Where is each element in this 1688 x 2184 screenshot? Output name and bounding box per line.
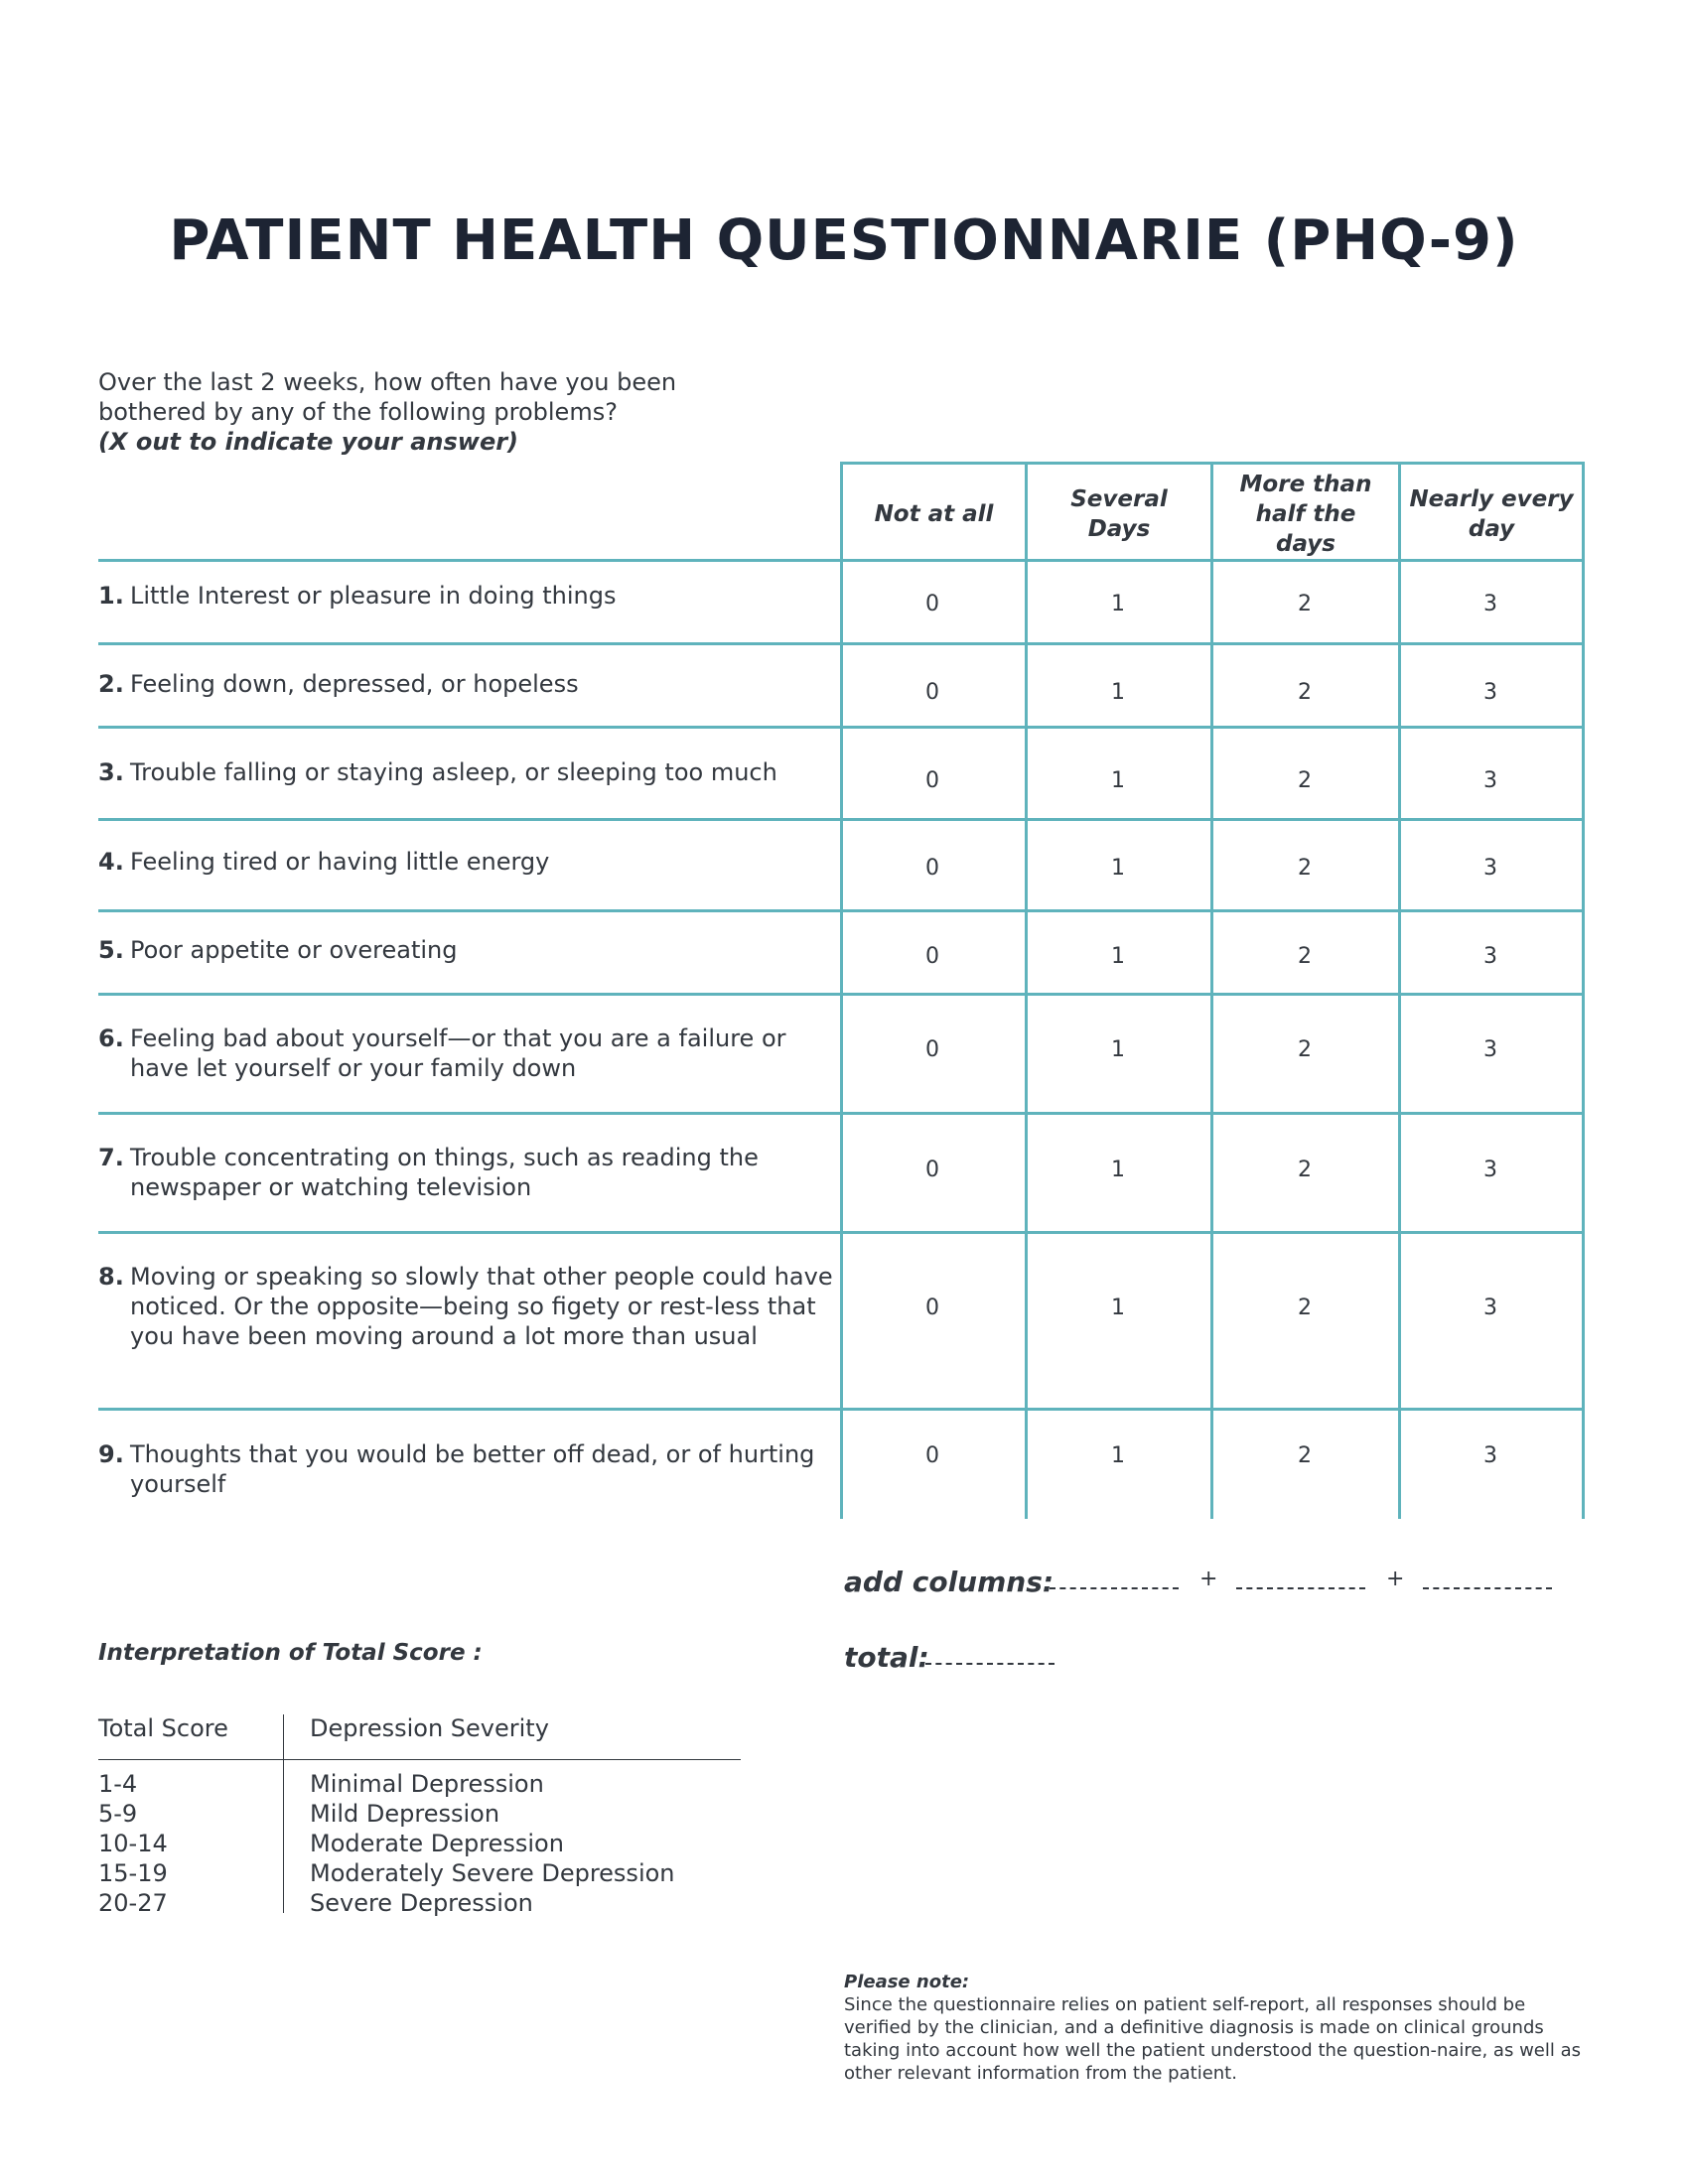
column-sum-field-3[interactable]: [1423, 1585, 1552, 1589]
plus-sign: +: [1386, 1567, 1405, 1591]
score-option-q7-0[interactable]: 0: [925, 1158, 939, 1182]
intro-line-1: Over the last 2 weeks, how often have you been: [98, 368, 677, 396]
score-range: 20-27: [98, 1889, 168, 1917]
question-number: 2.: [98, 670, 124, 698]
question-text: Trouble falling or staying asleep, or sleeping too much: [130, 758, 777, 786]
score-option-q3-1[interactable]: 1: [1111, 768, 1125, 793]
score-option-q1-0[interactable]: 0: [925, 592, 939, 616]
interpretation-title: Interpretation of Total Score :: [98, 1640, 483, 1666]
score-option-q8-1[interactable]: 1: [1111, 1296, 1125, 1320]
severity-label: Mild Depression: [310, 1800, 500, 1828]
column-header-nearly-every-day: Nearly every day: [1409, 486, 1574, 542]
grid-hline: [98, 726, 1585, 729]
intro-line-2: bothered by any of the following problems?: [98, 398, 618, 426]
total-field[interactable]: [925, 1661, 1055, 1665]
grid-hline: [98, 1231, 1585, 1234]
score-option-q6-3[interactable]: 3: [1483, 1037, 1497, 1062]
question-2: [98, 669, 833, 699]
score-option-q5-1[interactable]: 1: [1111, 944, 1125, 969]
question-6: [98, 1024, 833, 1083]
grid-vline: [840, 462, 843, 1519]
score-option-q6-0[interactable]: 0: [925, 1037, 939, 1062]
page-title: PATIENT HEALTH QUESTIONNARIE (PHQ-9): [169, 208, 1519, 273]
score-option-q6-1[interactable]: 1: [1111, 1037, 1125, 1062]
score-option-q7-3[interactable]: 3: [1483, 1158, 1497, 1182]
score-option-q1-2[interactable]: 2: [1298, 592, 1312, 616]
question-text: Poor appetite or overeating: [130, 936, 458, 964]
score-option-q2-0[interactable]: 0: [925, 680, 939, 705]
question-4: [98, 847, 833, 877]
severity-header: Depression Severity: [310, 1714, 549, 1742]
question-8: [98, 1262, 833, 1351]
score-option-q9-3[interactable]: 3: [1483, 1443, 1497, 1468]
score-option-q5-2[interactable]: 2: [1298, 944, 1312, 969]
score-option-q9-1[interactable]: 1: [1111, 1443, 1125, 1468]
column-header-not-at-all: Not at all: [874, 501, 994, 527]
interpretation-divider: [283, 1714, 284, 1913]
question-text: Moving or speaking so slowly that other people could have noticed. Or the opposite—being so figety or rest-less that you have been moving around a lot more than usual: [130, 1263, 833, 1350]
question-3: [98, 757, 833, 787]
grid-hline: [98, 1408, 1585, 1411]
severity-label: Moderately Severe Depression: [310, 1859, 675, 1887]
score-option-q2-1[interactable]: 1: [1111, 680, 1125, 705]
question-1: [98, 581, 833, 611]
intro-text: [98, 367, 676, 457]
severity-label: Minimal Depression: [310, 1770, 544, 1798]
score-option-q8-2[interactable]: 2: [1298, 1296, 1312, 1320]
instruction-text: (X out to indicate your answer): [98, 428, 519, 456]
column-sum-field-1[interactable]: [1050, 1585, 1179, 1589]
score-option-q8-0[interactable]: 0: [925, 1296, 939, 1320]
column-header-more-than-half: More than half the days: [1239, 472, 1372, 557]
question-number: 6.: [98, 1024, 124, 1052]
score-range: 5-9: [98, 1800, 138, 1828]
total-score-header: Total Score: [98, 1714, 228, 1742]
question-7: [98, 1143, 833, 1202]
score-range: 15-19: [98, 1859, 168, 1887]
plus-sign: +: [1199, 1567, 1218, 1591]
question-text: Trouble concentrating on things, such as reading the newspaper or watching television: [130, 1144, 759, 1201]
add-columns-label: add columns:: [844, 1566, 1055, 1598]
score-option-q7-1[interactable]: 1: [1111, 1158, 1125, 1182]
question-text: Thoughts that you would be better off dead, or of hurting yourself: [130, 1440, 815, 1498]
grid-hline: [98, 1112, 1585, 1115]
question-9: [98, 1439, 833, 1499]
note-text: Since the questionnaire relies on patient self-report, all responses should be verified by the clinician, and a definitive diagnosis is made on clinical grounds taking into account how well the patient understood the question-naire, as well as other relevant information from the patient.: [844, 1994, 1581, 2084]
question-number: 3.: [98, 758, 124, 786]
grid-vline: [1582, 462, 1585, 1519]
score-range: 10-14: [98, 1830, 168, 1857]
score-option-q2-2[interactable]: 2: [1298, 680, 1312, 705]
score-option-q1-3[interactable]: 3: [1483, 592, 1497, 616]
grid-hline: [98, 818, 1585, 821]
score-option-q5-0[interactable]: 0: [925, 944, 939, 969]
grid-vline: [1210, 462, 1213, 1519]
question-text: Little Interest or pleasure in doing things: [130, 582, 617, 610]
score-option-q6-2[interactable]: 2: [1298, 1037, 1312, 1062]
question-text: Feeling tired or having little energy: [130, 848, 550, 876]
question-number: 4.: [98, 848, 124, 876]
score-range: 1-4: [98, 1770, 138, 1798]
total-label: total:: [844, 1641, 929, 1674]
column-header-several-days: Several Days: [1070, 486, 1168, 542]
question-text: Feeling down, depressed, or hopeless: [130, 670, 579, 698]
question-number: 5.: [98, 936, 124, 964]
score-option-q3-3[interactable]: 3: [1483, 768, 1497, 793]
score-option-q5-3[interactable]: 3: [1483, 944, 1497, 969]
score-option-q4-3[interactable]: 3: [1483, 856, 1497, 881]
severity-label: Severe Depression: [310, 1889, 533, 1917]
grid-vline: [1025, 462, 1028, 1519]
score-option-q3-2[interactable]: 2: [1298, 768, 1312, 793]
question-5: [98, 935, 833, 965]
please-note: [844, 1971, 1589, 2085]
score-option-q3-0[interactable]: 0: [925, 768, 939, 793]
score-option-q2-3[interactable]: 3: [1483, 680, 1497, 705]
grid-hline: [98, 642, 1585, 645]
score-option-q9-2[interactable]: 2: [1298, 1443, 1312, 1468]
score-option-q4-1[interactable]: 1: [1111, 856, 1125, 881]
interpretation-divider: [98, 1759, 741, 1760]
column-sum-field-2[interactable]: [1236, 1585, 1365, 1589]
question-text: Feeling bad about yourself—or that you are a failure or have let yourself or your family down: [130, 1024, 786, 1082]
score-option-q1-1[interactable]: 1: [1111, 592, 1125, 616]
score-option-q9-0[interactable]: 0: [925, 1443, 939, 1468]
score-option-q7-2[interactable]: 2: [1298, 1158, 1312, 1182]
question-number: 8.: [98, 1263, 124, 1291]
score-option-q4-0[interactable]: 0: [925, 856, 939, 881]
score-option-q8-3[interactable]: 3: [1483, 1296, 1497, 1320]
grid-hline: [98, 909, 1585, 912]
note-title: Please note:: [844, 1972, 970, 1992]
grid-vline: [1398, 462, 1401, 1519]
question-number: 7.: [98, 1144, 124, 1171]
score-option-q4-2[interactable]: 2: [1298, 856, 1312, 881]
grid-hline: [98, 993, 1585, 996]
question-number: 1.: [98, 582, 124, 610]
severity-label: Moderate Depression: [310, 1830, 564, 1857]
question-number: 9.: [98, 1440, 124, 1468]
